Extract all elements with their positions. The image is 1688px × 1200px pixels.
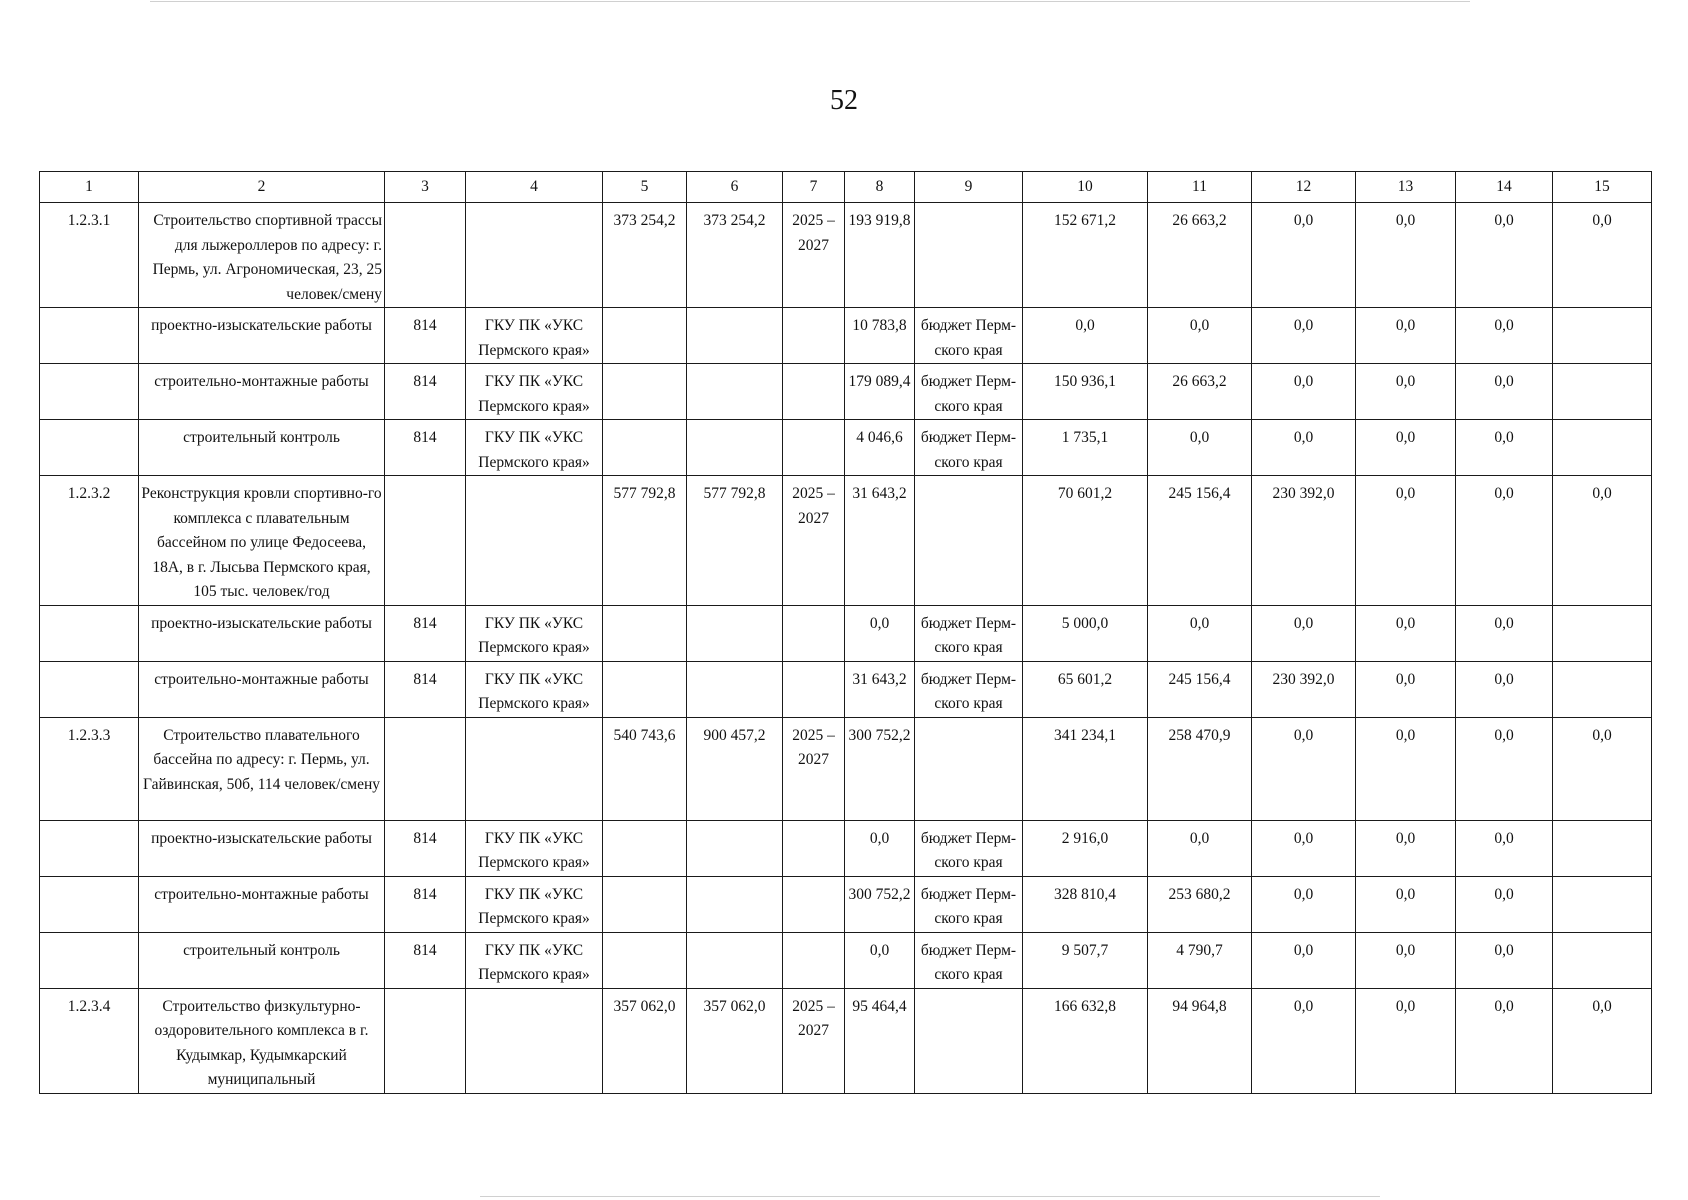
value-cell: 245 156,4 xyxy=(1148,661,1252,717)
value-cell: 0,0 xyxy=(1356,364,1456,420)
value-cell: 166 632,8 xyxy=(1023,988,1148,1093)
item-name-cell: Строительство спортивной трассы для лыжероллеров по адресу: г. Пермь, ул. Агрономическая, 23, 25 человек/смену xyxy=(139,203,385,308)
value-cell: 300 752,2 xyxy=(845,876,915,932)
value-cell: 0,0 xyxy=(1456,932,1553,988)
item-name-cell: строительно-монтажные работы xyxy=(139,661,385,717)
item-number-cell xyxy=(40,308,139,364)
value-cell: 31 643,2 xyxy=(845,476,915,606)
code-cell: 814 xyxy=(385,605,466,661)
value-cell: 9 507,7 xyxy=(1023,932,1148,988)
project-row xyxy=(40,203,1652,308)
cost-cell xyxy=(603,364,687,420)
source-cell xyxy=(915,717,1023,820)
work-type-row xyxy=(40,420,1652,476)
item-name-cell: Строительство плавательного бассейна по адресу: г. Пермь, ул. Гайвинская, 50б, 114 человек/смену xyxy=(139,717,385,820)
item-name-cell: строительно-монтажные работы xyxy=(139,876,385,932)
value-cell: 0,0 xyxy=(1356,661,1456,717)
value-cell: 0,0 xyxy=(845,932,915,988)
work-type-row xyxy=(40,876,1652,932)
executor-cell xyxy=(466,717,603,820)
value-cell: 0,0 xyxy=(1356,605,1456,661)
executor-cell: ГКУ ПК «УКС Пермского края» xyxy=(466,820,603,876)
column-number-cell: 7 xyxy=(783,172,845,203)
source-cell: бюджет Перм-ского края xyxy=(915,420,1023,476)
cost-cell: 577 792,8 xyxy=(603,476,687,606)
value-cell: 230 392,0 xyxy=(1252,661,1356,717)
value-cell xyxy=(1553,308,1652,364)
item-name-cell: проектно-изыскательские работы xyxy=(139,605,385,661)
value-cell: 0,0 xyxy=(1023,308,1148,364)
table-body xyxy=(40,172,1652,1094)
column-number-cell: 2 xyxy=(139,172,385,203)
value-cell: 245 156,4 xyxy=(1148,476,1252,606)
value-cell: 94 964,8 xyxy=(1148,988,1252,1093)
cost-cell xyxy=(603,420,687,476)
period-cell xyxy=(783,364,845,420)
source-cell: бюджет Перм-ского края xyxy=(915,932,1023,988)
value-cell: 0,0 xyxy=(1456,661,1553,717)
period-cell: 2025 – 2027 xyxy=(783,476,845,606)
value-cell: 26 663,2 xyxy=(1148,203,1252,308)
cost-cell: 373 254,2 xyxy=(603,203,687,308)
value-cell: 31 643,2 xyxy=(845,661,915,717)
budget-table xyxy=(39,171,1652,1094)
period-cell xyxy=(783,605,845,661)
value-cell: 0,0 xyxy=(1553,203,1652,308)
cost-cell xyxy=(687,364,783,420)
value-cell: 1 735,1 xyxy=(1023,420,1148,476)
value-cell: 0,0 xyxy=(1148,420,1252,476)
item-name-cell: строительный контроль xyxy=(139,420,385,476)
executor-cell: ГКУ ПК «УКС Пермского края» xyxy=(466,420,603,476)
value-cell: 26 663,2 xyxy=(1148,364,1252,420)
value-cell: 0,0 xyxy=(1252,932,1356,988)
code-cell xyxy=(385,988,466,1093)
scan-edge-mark xyxy=(480,1196,1380,1197)
value-cell: 341 234,1 xyxy=(1023,717,1148,820)
value-cell xyxy=(1553,605,1652,661)
code-cell: 814 xyxy=(385,661,466,717)
value-cell: 0,0 xyxy=(1148,820,1252,876)
value-cell: 0,0 xyxy=(1356,203,1456,308)
source-cell: бюджет Перм-ского края xyxy=(915,308,1023,364)
value-cell: 4 046,6 xyxy=(845,420,915,476)
column-number-cell: 14 xyxy=(1456,172,1553,203)
executor-cell xyxy=(466,476,603,606)
value-cell xyxy=(1553,876,1652,932)
item-number-cell: 1.2.3.2 xyxy=(40,476,139,606)
code-cell: 814 xyxy=(385,932,466,988)
value-cell: 0,0 xyxy=(1356,932,1456,988)
column-number-cell: 13 xyxy=(1356,172,1456,203)
cost-cell xyxy=(687,420,783,476)
value-cell: 0,0 xyxy=(845,820,915,876)
item-number-cell xyxy=(40,364,139,420)
executor-cell: ГКУ ПК «УКС Пермского края» xyxy=(466,308,603,364)
value-cell: 150 936,1 xyxy=(1023,364,1148,420)
value-cell: 0,0 xyxy=(1456,605,1553,661)
code-cell: 814 xyxy=(385,420,466,476)
cost-cell: 357 062,0 xyxy=(687,988,783,1093)
value-cell: 0,0 xyxy=(1252,988,1356,1093)
value-cell: 0,0 xyxy=(1148,308,1252,364)
cost-cell xyxy=(603,605,687,661)
value-cell: 0,0 xyxy=(1456,988,1553,1093)
value-cell: 0,0 xyxy=(1356,476,1456,606)
item-number-cell xyxy=(40,932,139,988)
executor-cell: ГКУ ПК «УКС Пермского края» xyxy=(466,605,603,661)
item-number-cell xyxy=(40,820,139,876)
period-cell xyxy=(783,932,845,988)
value-cell: 328 810,4 xyxy=(1023,876,1148,932)
page-number: 52 xyxy=(830,85,858,116)
value-cell: 0,0 xyxy=(845,605,915,661)
value-cell: 300 752,2 xyxy=(845,717,915,820)
source-cell: бюджет Перм-ского края xyxy=(915,364,1023,420)
value-cell: 0,0 xyxy=(1356,717,1456,820)
column-number-cell: 11 xyxy=(1148,172,1252,203)
cost-cell xyxy=(687,932,783,988)
value-cell: 193 919,8 xyxy=(845,203,915,308)
value-cell: 0,0 xyxy=(1356,820,1456,876)
source-cell: бюджет Перм-ского края xyxy=(915,820,1023,876)
item-name-cell: строительно-монтажные работы xyxy=(139,364,385,420)
cost-cell xyxy=(687,308,783,364)
value-cell xyxy=(1553,661,1652,717)
value-cell: 0,0 xyxy=(1252,876,1356,932)
value-cell: 0,0 xyxy=(1252,364,1356,420)
cost-cell xyxy=(687,605,783,661)
value-cell: 65 601,2 xyxy=(1023,661,1148,717)
column-number-cell: 1 xyxy=(40,172,139,203)
code-cell: 814 xyxy=(385,308,466,364)
value-cell: 0,0 xyxy=(1356,420,1456,476)
code-cell xyxy=(385,203,466,308)
period-cell: 2025 – 2027 xyxy=(783,203,845,308)
value-cell: 0,0 xyxy=(1252,605,1356,661)
value-cell: 95 464,4 xyxy=(845,988,915,1093)
value-cell: 0,0 xyxy=(1456,308,1553,364)
period-cell xyxy=(783,661,845,717)
cost-cell: 900 457,2 xyxy=(687,717,783,820)
value-cell xyxy=(1553,420,1652,476)
period-cell: 2025 – 2027 xyxy=(783,717,845,820)
executor-cell: ГКУ ПК «УКС Пермского края» xyxy=(466,876,603,932)
item-number-cell xyxy=(40,661,139,717)
value-cell: 0,0 xyxy=(1252,717,1356,820)
value-cell: 0,0 xyxy=(1356,308,1456,364)
value-cell: 10 783,8 xyxy=(845,308,915,364)
cost-cell xyxy=(603,661,687,717)
column-number-row xyxy=(40,172,1652,203)
period-cell xyxy=(783,876,845,932)
item-name-cell: Реконструкция кровли спортивно-го комплекса с плавательным бассейном по улице Федосеева, 18А, в г. Лысьва Пермского края, 105 тыс. человек/год xyxy=(139,476,385,606)
value-cell: 5 000,0 xyxy=(1023,605,1148,661)
project-row xyxy=(40,717,1652,820)
value-cell: 152 671,2 xyxy=(1023,203,1148,308)
source-cell: бюджет Перм-ского края xyxy=(915,661,1023,717)
code-cell: 814 xyxy=(385,876,466,932)
column-number-cell: 4 xyxy=(466,172,603,203)
item-name-cell: проектно-изыскательские работы xyxy=(139,308,385,364)
item-name-cell: строительный контроль xyxy=(139,932,385,988)
source-cell: бюджет Перм-ского края xyxy=(915,876,1023,932)
column-number-cell: 9 xyxy=(915,172,1023,203)
value-cell: 0,0 xyxy=(1148,605,1252,661)
value-cell: 4 790,7 xyxy=(1148,932,1252,988)
item-number-cell xyxy=(40,876,139,932)
work-type-row xyxy=(40,661,1652,717)
source-cell: бюджет Перм-ского края xyxy=(915,605,1023,661)
value-cell: 0,0 xyxy=(1456,203,1553,308)
value-cell: 179 089,4 xyxy=(845,364,915,420)
value-cell: 0,0 xyxy=(1553,476,1652,606)
cost-cell xyxy=(603,876,687,932)
code-cell: 814 xyxy=(385,364,466,420)
cost-cell: 540 743,6 xyxy=(603,717,687,820)
period-cell xyxy=(783,308,845,364)
work-type-row xyxy=(40,308,1652,364)
value-cell: 2 916,0 xyxy=(1023,820,1148,876)
period-cell xyxy=(783,820,845,876)
executor-cell: ГКУ ПК «УКС Пермского края» xyxy=(466,932,603,988)
value-cell: 253 680,2 xyxy=(1148,876,1252,932)
project-row xyxy=(40,476,1652,606)
source-cell xyxy=(915,203,1023,308)
item-name-cell: проектно-изыскательские работы xyxy=(139,820,385,876)
item-number-cell xyxy=(40,605,139,661)
column-number-cell: 12 xyxy=(1252,172,1356,203)
source-cell xyxy=(915,476,1023,606)
code-cell xyxy=(385,476,466,606)
cost-cell xyxy=(687,876,783,932)
cost-cell: 577 792,8 xyxy=(687,476,783,606)
value-cell: 0,0 xyxy=(1252,420,1356,476)
value-cell: 0,0 xyxy=(1356,876,1456,932)
cost-cell: 357 062,0 xyxy=(603,988,687,1093)
column-number-cell: 6 xyxy=(687,172,783,203)
cost-cell xyxy=(687,820,783,876)
value-cell: 0,0 xyxy=(1252,820,1356,876)
column-number-cell: 10 xyxy=(1023,172,1148,203)
value-cell: 0,0 xyxy=(1456,820,1553,876)
item-number-cell xyxy=(40,420,139,476)
item-number-cell: 1.2.3.4 xyxy=(40,988,139,1093)
work-type-row xyxy=(40,364,1652,420)
value-cell: 0,0 xyxy=(1456,876,1553,932)
cost-cell xyxy=(603,308,687,364)
column-number-cell: 5 xyxy=(603,172,687,203)
work-type-row xyxy=(40,605,1652,661)
value-cell xyxy=(1553,364,1652,420)
column-number-cell: 3 xyxy=(385,172,466,203)
executor-cell: ГКУ ПК «УКС Пермского края» xyxy=(466,661,603,717)
period-cell xyxy=(783,420,845,476)
scan-edge-mark xyxy=(150,1,1470,2)
executor-cell xyxy=(466,203,603,308)
value-cell xyxy=(1553,820,1652,876)
item-number-cell: 1.2.3.1 xyxy=(40,203,139,308)
cost-cell xyxy=(687,661,783,717)
value-cell: 230 392,0 xyxy=(1252,476,1356,606)
column-number-cell: 8 xyxy=(845,172,915,203)
value-cell: 0,0 xyxy=(1456,717,1553,820)
item-number-cell: 1.2.3.3 xyxy=(40,717,139,820)
value-cell: 0,0 xyxy=(1456,476,1553,606)
value-cell: 0,0 xyxy=(1456,364,1553,420)
project-row xyxy=(40,988,1652,1093)
cost-cell xyxy=(603,932,687,988)
value-cell: 70 601,2 xyxy=(1023,476,1148,606)
value-cell: 0,0 xyxy=(1553,988,1652,1093)
value-cell: 0,0 xyxy=(1553,717,1652,820)
value-cell: 0,0 xyxy=(1252,203,1356,308)
value-cell: 0,0 xyxy=(1356,988,1456,1093)
value-cell xyxy=(1553,932,1652,988)
item-name-cell: Строительство физкультурно-оздоровительного комплекса в г. Кудымкар, Кудымкарский муниципальный xyxy=(139,988,385,1093)
code-cell: 814 xyxy=(385,820,466,876)
value-cell: 0,0 xyxy=(1456,420,1553,476)
column-number-cell: 15 xyxy=(1553,172,1652,203)
value-cell: 0,0 xyxy=(1252,308,1356,364)
work-type-row xyxy=(40,932,1652,988)
code-cell xyxy=(385,717,466,820)
cost-cell: 373 254,2 xyxy=(687,203,783,308)
executor-cell: ГКУ ПК «УКС Пермского края» xyxy=(466,364,603,420)
executor-cell xyxy=(466,988,603,1093)
period-cell: 2025 – 2027 xyxy=(783,988,845,1093)
source-cell xyxy=(915,988,1023,1093)
value-cell: 258 470,9 xyxy=(1148,717,1252,820)
work-type-row xyxy=(40,820,1652,876)
cost-cell xyxy=(603,820,687,876)
